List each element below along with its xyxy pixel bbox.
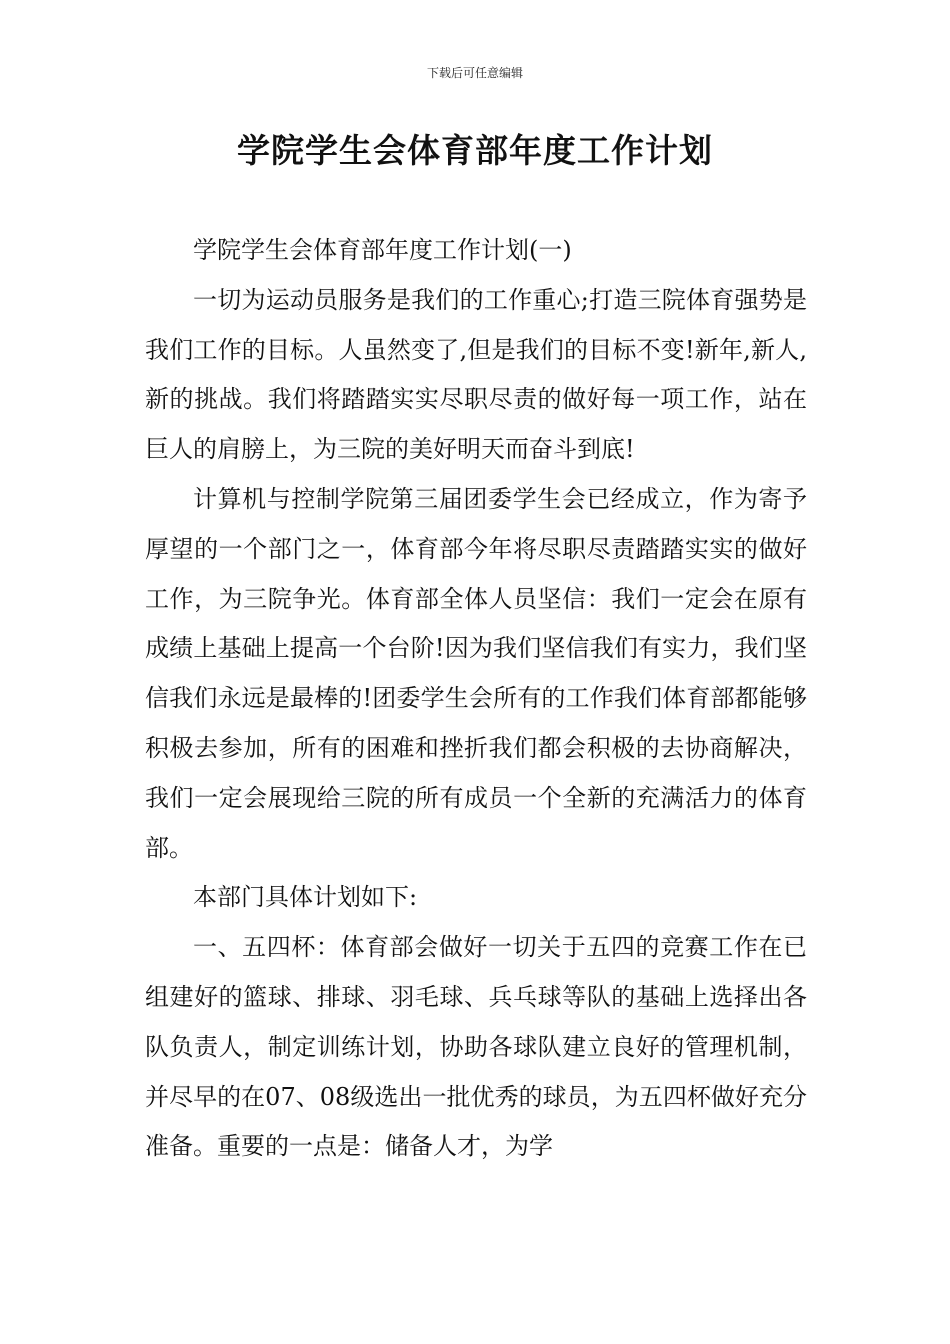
header-note: 下载后可任意编辑 — [426, 66, 523, 80]
paragraph: 本部门具体计划如下: — [193, 883, 418, 912]
document-body — [145, 226, 807, 1172]
paragraph: 计算机与控制学院第三届团委学生会已经成立，作为寄予厚望的一个部门之一，体育部今年将尽职尽责踏踏实实的做好工作，为三院争光。体育部全体人员坚信：我们一定会在原有成绩上基础上提高一个台阶!因为我们坚信我们有实力，我们坚信我们永远是最棒的!团委学生会所有的工作我们体育部都能够积极去参加，所有的困难和挫折我们都会积极的去协商解决，我们一定会展现给三院的所有成员一个全新的充满活力的体育部。 — [145, 484, 807, 862]
paragraph: 一切为运动员服务是我们的工作重心;打造三院体育强势是我们工作的目标。人虽然变了,但是我们的目标不变!新年,新人,新的挑战。我们将踏踏实实尽职尽责的做好每一项工作，站在巨人的肩膀上，为三院的美好明天而奋斗到底! — [145, 285, 807, 464]
paragraph: 一、五四杯：体育部会做好一切关于五四的竞赛工作在已组建好的篮球、排球、羽毛球、兵乓球等队的基础上选择出各队负责人，制定训练计划，协助各球队建立良好的管理机制，并尽早的在07、08级选出一批优秀的球员，为五四杯做好充分准备。重要的一点是：储备人才，为学 — [145, 933, 807, 1161]
document-title: 学院学生会体育部年度工作计划 — [237, 131, 713, 170]
paragraph-subtitle: 学院学生会体育部年度工作计划(一) — [193, 236, 572, 264]
